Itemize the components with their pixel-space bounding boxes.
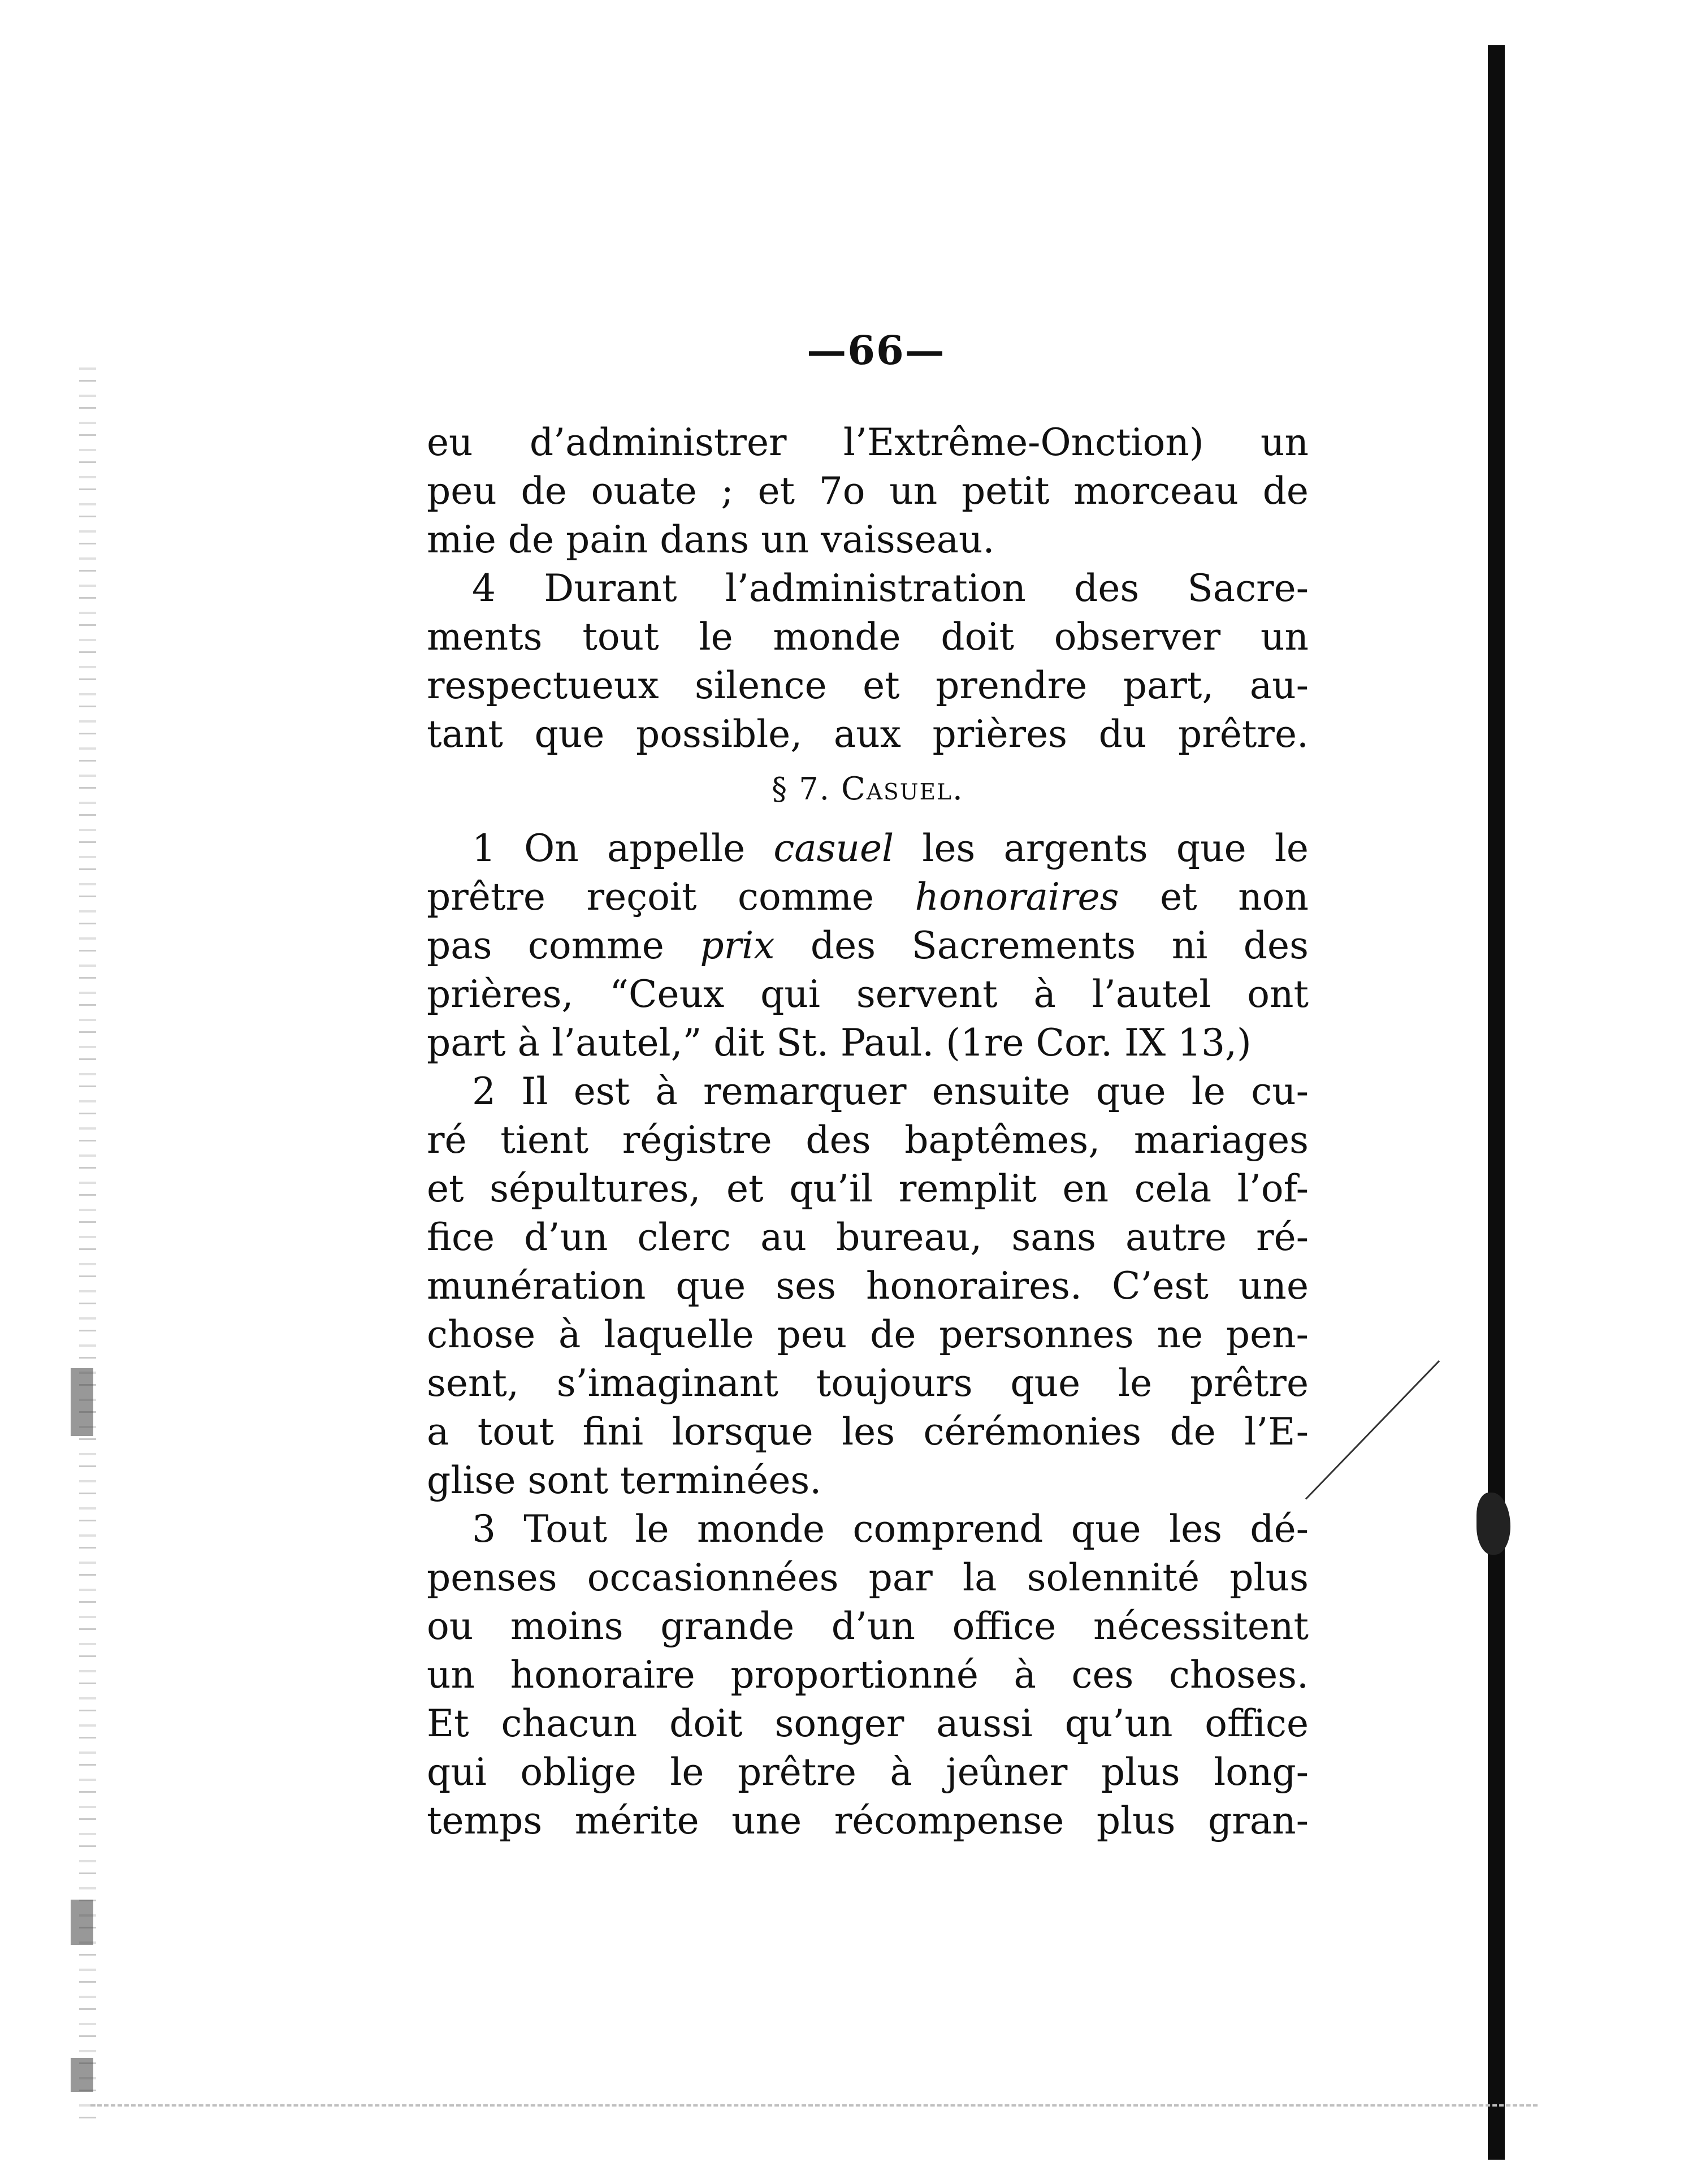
scan-blot [71,1900,93,1945]
text-line: part à l’autel,” dit St. Paul. (1re Cor. IX 13,) [427,1021,1252,1065]
text-line: peu de ouate ; et 7o un petit morceau de [427,469,1309,513]
text-line: pas comme prix des Sacrements ni des [427,924,1309,967]
italic-term: prix [700,924,775,967]
text-line: penses occasionnées par la solennité plus [427,1556,1309,1599]
text-line: munération que ses honoraires. C’est une [427,1264,1309,1308]
text-line: temps mérite une récompense plus gran- [427,1799,1309,1843]
binding-edge [1488,45,1505,2160]
section-number: § 7. [772,771,830,807]
scan-edge-noise [79,367,96,2120]
text-line: ré tient régistre des baptêmes, mariages [427,1118,1309,1162]
text-line: glise sont terminées. [427,1459,822,1502]
italic-term: casuel [773,827,894,870]
text-line: ments tout le monde doit observer un [427,615,1309,659]
text-line: 2 Il est à remarquer ensuite que le cu- [472,1070,1309,1113]
page-bottom-edge [90,2104,1538,2107]
text-line: respectueux silence et prendre part, au- [427,664,1309,707]
scan-blot [71,2058,93,2092]
pencil-mark [1305,1360,1440,1500]
text-line: mie de pain dans un vaisseau. [427,518,995,561]
scan-blot [71,1368,93,1436]
section-heading [427,762,1309,816]
page-number: —66— [807,327,946,374]
text-line: un honoraire proportionné à ces choses. [427,1653,1309,1697]
text-line: 1 On appelle casuel les argents que le [472,827,1309,870]
body-text [427,418,1309,1845]
text-line: et sépultures, et qu’il remplit en cela l’of- [427,1167,1309,1210]
text-line: prêtre reçoit comme honoraires et non [427,875,1309,919]
text-line: a tout fini lorsque les cérémonies de l’E- [427,1410,1309,1454]
text-line: fice d’un clerc au bureau, sans autre ré- [427,1216,1309,1259]
text-line: 3 Tout le monde comprend que les dé- [472,1507,1309,1551]
text-line: eu d’administrer l’Extrême-Onction) un [427,421,1309,464]
text-line: tant que possible, aux prières du prêtre. [427,712,1309,756]
text-line: 4 Durant l’administration des Sacre- [472,566,1309,610]
text-line: Et chacun doit songer aussi qu’un office [427,1702,1309,1745]
text-line: qui oblige le prêtre à jeûner plus long- [427,1750,1309,1794]
text-line: ou moins grande d’un office nécessitent [427,1605,1309,1648]
italic-term: honoraires [915,875,1119,919]
text-line: sent, s’imaginant toujours que le prêtre [427,1361,1309,1405]
text-line: prières, “Ceux qui servent à l’autel ont [427,972,1309,1016]
text-line: chose à laquelle peu de personnes ne pen- [427,1313,1309,1356]
section-title: Casuel. [841,771,964,807]
